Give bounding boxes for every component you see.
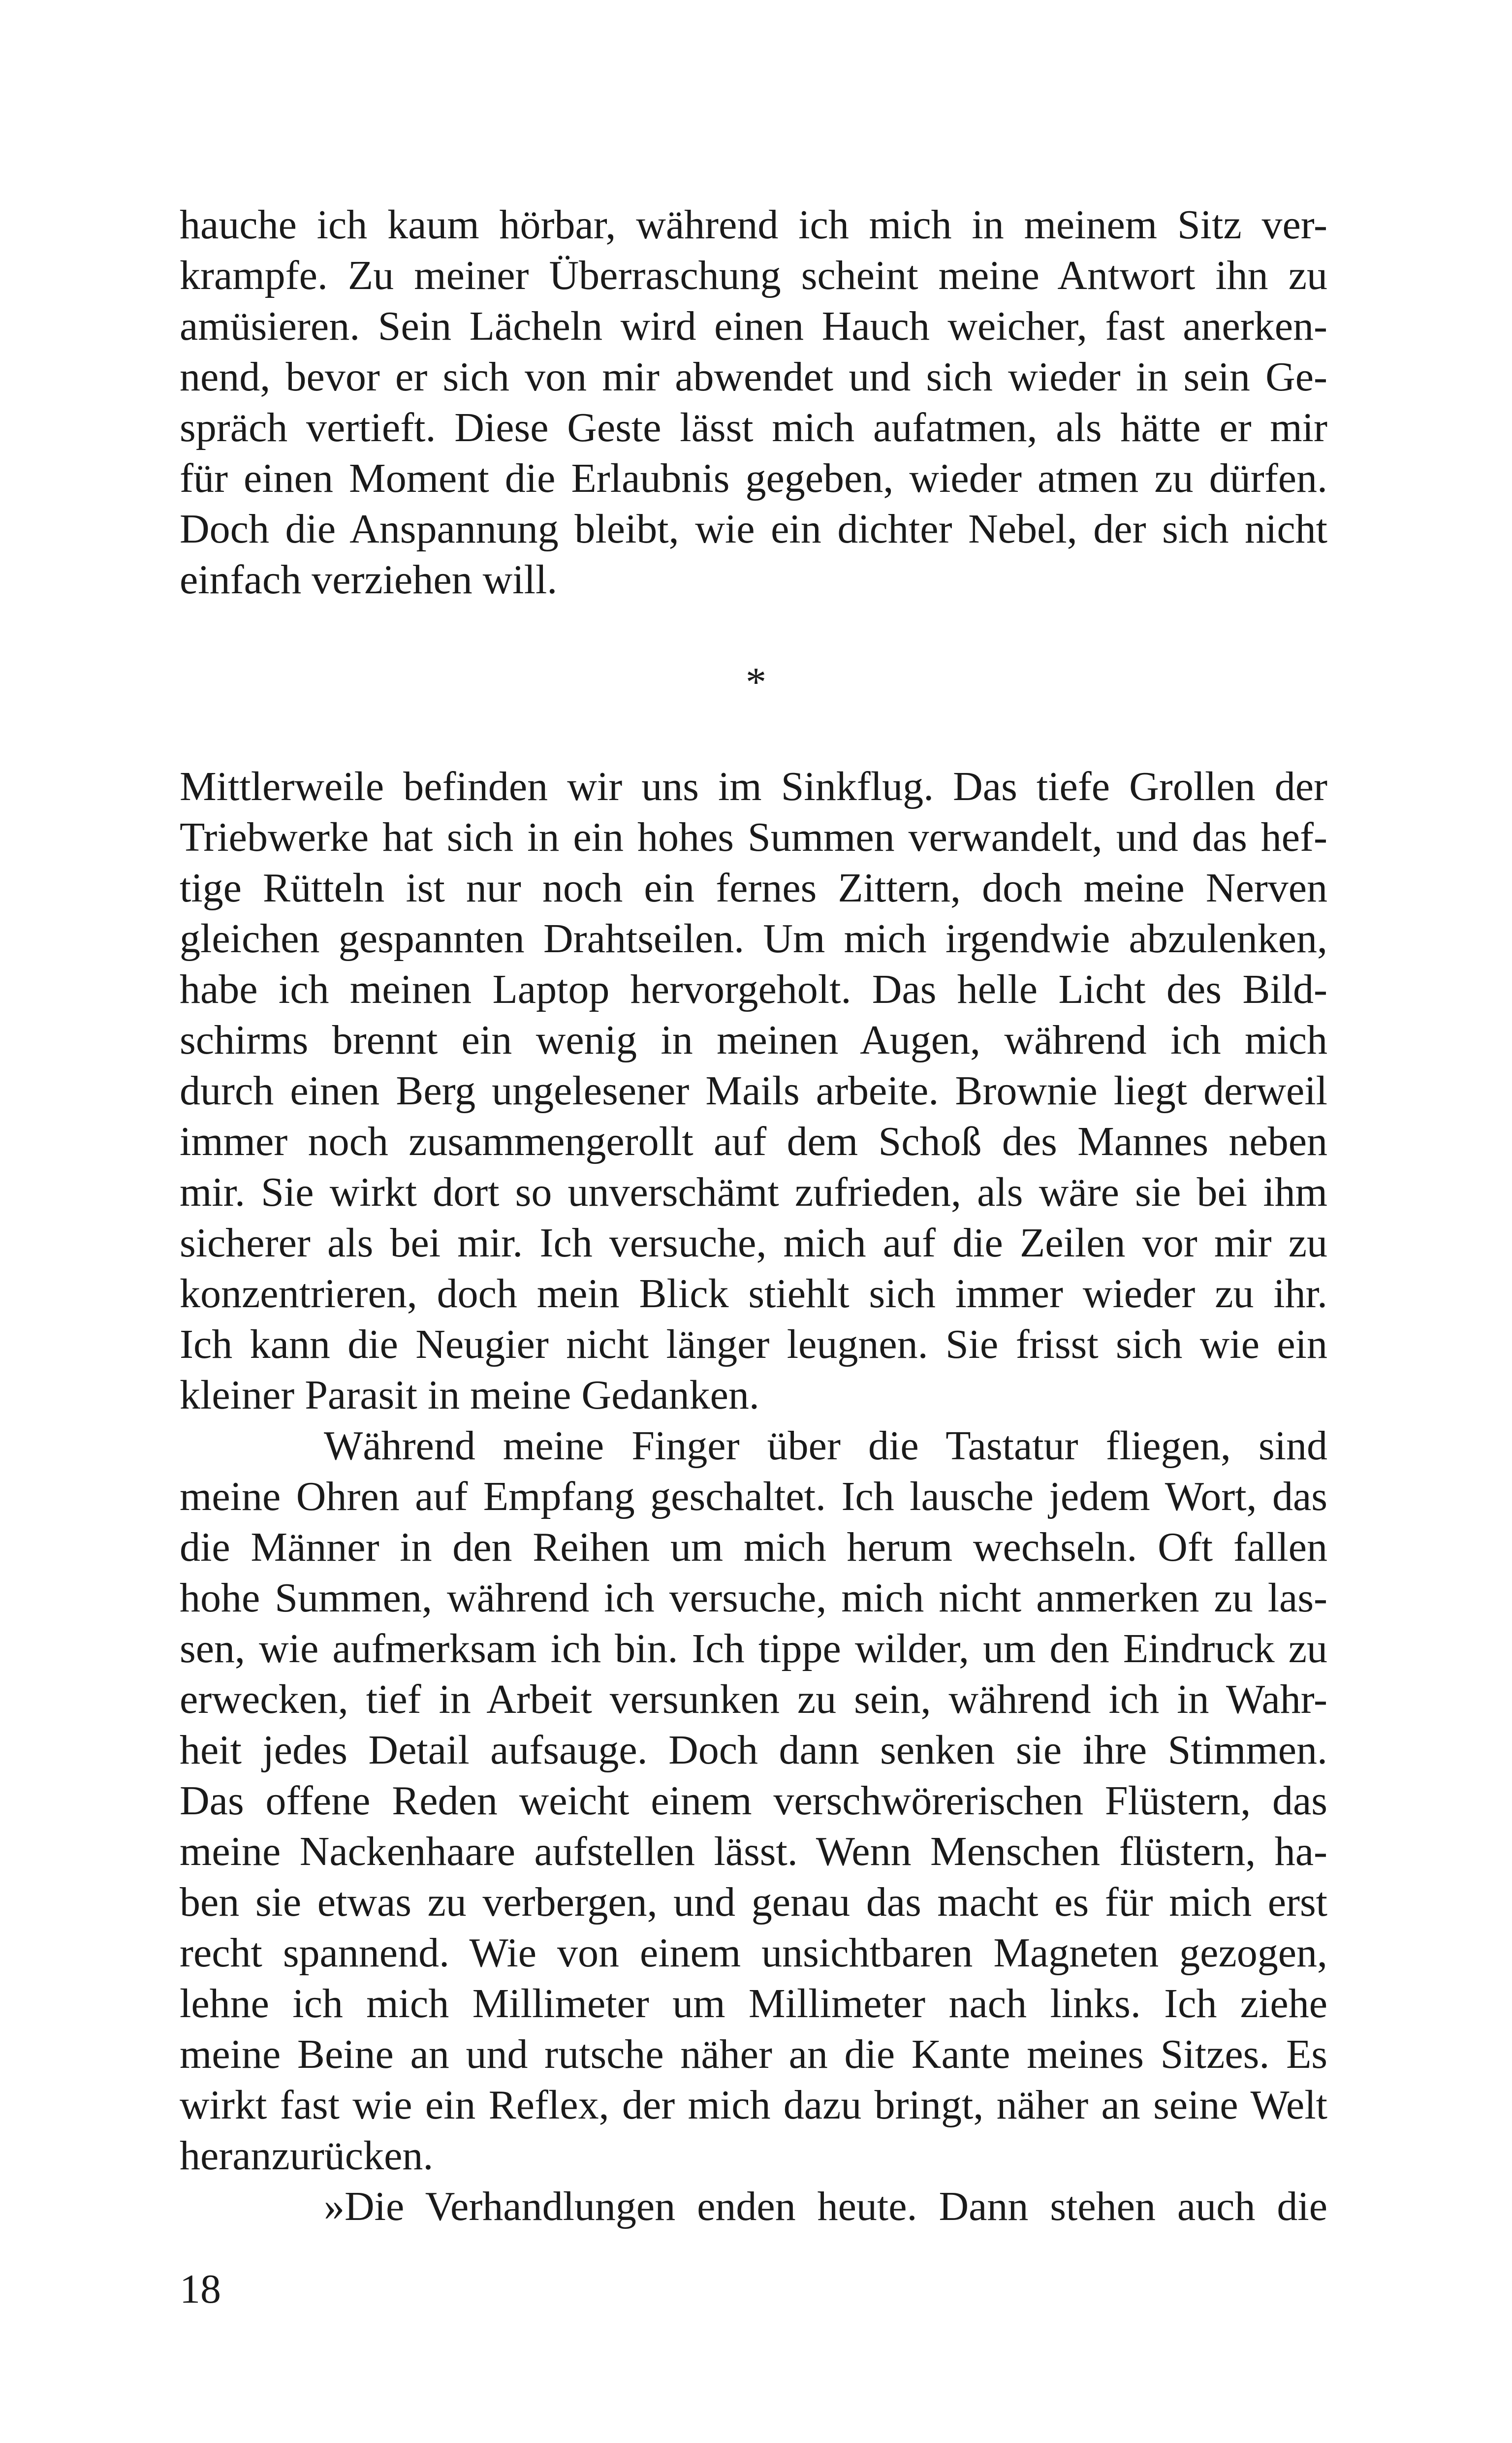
text-line: Doch die Anspannung bleibt, wie ein dichter Nebel, der sich nicht [180, 506, 1327, 552]
text-line: krampfe. Zu meiner Überraschung scheint meine Antwort ihn zu [180, 253, 1327, 298]
text-line: heit jedes Detail aufsauge. Doch dann senken sie ihre Stimmen. [180, 1727, 1327, 1773]
text-line: amüsieren. Sein Lächeln wird einen Hauch weicher, fast anerken- [180, 303, 1327, 349]
text-line: Mittlerweile befinden wir uns im Sinkflug. Das tiefe Grollen der [180, 764, 1327, 809]
text-line: konzentrieren, doch mein Blick stiehlt sich immer wieder zu ihr. [180, 1271, 1327, 1317]
text-line: meine Nackenhaare aufstellen lässt. Wenn Menschen flüstern, ha- [180, 1829, 1327, 1874]
page-number: 18 [180, 2266, 221, 2312]
text-line: die Männer in den Reihen um mich herum wechseln. Oft fallen [180, 1524, 1327, 1570]
text-line: gleichen gespannten Drahtseilen. Um mich irgendwie abzulenken, [180, 916, 1327, 962]
text-line: einfach verziehen will. [180, 557, 558, 603]
text-line: heranzurücken. [180, 2133, 434, 2179]
text-line: nend, bevor er sich von mir abwendet und sich wieder in sein Ge- [180, 354, 1327, 400]
text-line: spräch vertieft. Diese Geste lässt mich aufatmen, als hätte er mir [180, 405, 1327, 450]
text-line: Während meine Finger über die Tastatur fliegen, sind [324, 1423, 1327, 1469]
text-line: mir. Sie wirkt dort so unverschämt zufrieden, als wäre sie bei ihm [180, 1169, 1327, 1215]
section-separator: * [746, 659, 766, 705]
text-line: meine Ohren auf Empfang geschaltet. Ich lausche jedem Wort, das [180, 1474, 1327, 1519]
text-line: Das offene Reden weicht einem verschwörerischen Flüstern, das [180, 1778, 1327, 1824]
text-line: hohe Summen, während ich versuche, mich nicht anmerken zu las- [180, 1575, 1327, 1621]
text-line: Triebwerke hat sich in ein hohes Summen verwandelt, und das hef- [180, 814, 1327, 860]
text-line: für einen Moment die Erlaubnis gegeben, wieder atmen zu dürfen. [180, 455, 1327, 501]
text-line: meine Beine an und rutsche näher an die Kante meines Sitzes. Es [180, 2031, 1327, 2077]
text-line: hauche ich kaum hörbar, während ich mich in meinem Sitz ver- [180, 202, 1327, 248]
text-line: sen, wie aufmerksam ich bin. Ich tippe wilder, um den Eindruck zu [180, 1626, 1327, 1672]
text-line: habe ich meinen Laptop hervorgeholt. Das helle Licht des Bild- [180, 966, 1327, 1012]
text-line: sicherer als bei mir. Ich versuche, mich auf die Zeilen vor mir zu [180, 1220, 1327, 1266]
text-line: kleiner Parasit in meine Gedanken. [180, 1372, 759, 1418]
text-line: »Die Verhandlungen enden heute. Dann stehen auch die [324, 2184, 1327, 2229]
text-line: recht spannend. Wie von einem unsichtbaren Magneten gezogen, [180, 1930, 1327, 1976]
text-line: immer noch zusammengerollt auf dem Schoß des Mannes neben [180, 1119, 1327, 1164]
text-line: wirkt fast wie ein Reflex, der mich dazu bringt, näher an seine Welt [180, 2082, 1327, 2128]
text-line: schirms brennt ein wenig in meinen Augen, während ich mich [180, 1017, 1327, 1063]
text-line: Ich kann die Neugier nicht länger leugnen. Sie frisst sich wie ein [180, 1321, 1327, 1367]
text-line: erwecken, tief in Arbeit versunken zu sein, während ich in Wahr- [180, 1676, 1327, 1722]
text-line: ben sie etwas zu verbergen, und genau das macht es für mich erst [180, 1879, 1327, 1925]
text-line: durch einen Berg ungelesener Mails arbeite. Brownie liegt derweil [180, 1068, 1327, 1114]
text-line: tige Rütteln ist nur noch ein fernes Zittern, doch meine Nerven [180, 865, 1327, 911]
text-line: lehne ich mich Millimeter um Millimeter nach links. Ich ziehe [180, 1981, 1327, 2026]
